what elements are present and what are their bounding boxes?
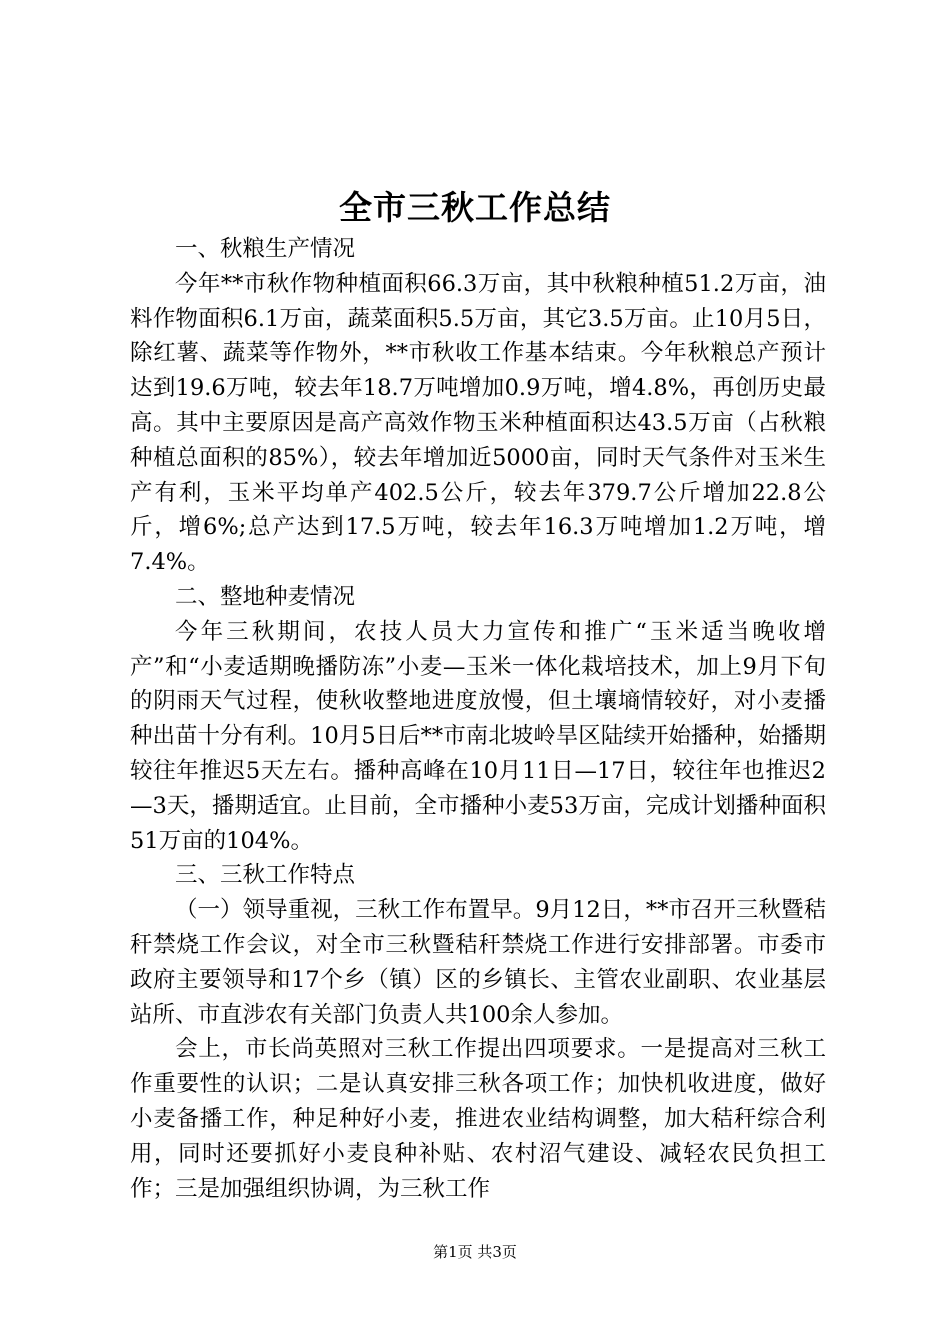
paragraph-wheat-sowing: 今年三秋期间，农技人员大力宣传和推广“玉米适当晚收增产”和“小麦适期晚播防冻”小麦—玉米一体化栽培技术，加上9月下旬的阴雨天气过程，使秋收整地进度放慢，但土壤墒情较好，对小麦播种出苗十分有利。10月5日后**市南北坡岭旱区陆续开始播种，始播期较往年推迟5天左右。播种高峰在10月11日—17日，较往年也推迟2—3天，播期适宜。止目前，全市播种小麦53万亩，完成计划播种面积51万亩的104%。 xyxy=(130,618,826,854)
paragraph-autumn-grain: 今年**市秋作物种植面积66.3万亩，其中秋粮种植51.2万亩，油料作物面积6.1万亩，蔬菜面积5.5万亩，其它3.5万亩。止10月5日，除红薯、蔬菜等作物外，**市秋收工作基本结束。今年秋粮总产预计达到19.6万吨，较去年18.7万吨增加0.9万吨，增4.8%，再创历史最高。其中主要原因是高产高效作物玉米种植面积达43.5万亩（占秋粮种植总面积的85%），较去年增加近5000亩，同时天气条件对玉米生产有利，玉米平均单产402.5公斤，较去年379.7公斤增加22.8公斤，增6%;总产达到17.5万吨，较去年16.3万吨增加1.2万吨，增7.4%。 xyxy=(130,270,827,576)
page-footer: 第1页 共3页 xyxy=(433,1243,517,1261)
document-title: 全市三秋工作总结 xyxy=(339,188,611,227)
section-heading-1: 一、秋粮生产情况 xyxy=(175,236,356,262)
section-heading-3: 三、三秋工作特点 xyxy=(175,862,356,889)
paragraph-meeting: 会上，市长尚英照对三秋工作提出四项要求。一是提高对三秋工作重要性的认识；二是认真安排三秋各项工作；加快机收进度，做好小麦备播工作，种足种好小麦，推进农业结构调整，加大秸秆综合利用，同时还要抓好小麦良种补贴、农村沼气建设、减轻农民负担工作；三是加强组织协调，为三秋工作 xyxy=(130,1036,826,1202)
paragraph-leadership: （一）领导重视，三秋工作布置早。9月12日，**市召开三秋暨秸秆禁烧工作会议，对全市三秋暨秸秆禁烧工作进行安排部署。市委市政府主要领导和17个乡（镇）区的乡镇长、主管农业副职、农业基层站所、市直涉农有关部门负责人共100余人参加。 xyxy=(130,897,826,1028)
section-heading-2: 二、整地种麦情况 xyxy=(175,583,356,610)
document-body xyxy=(130,232,826,1206)
